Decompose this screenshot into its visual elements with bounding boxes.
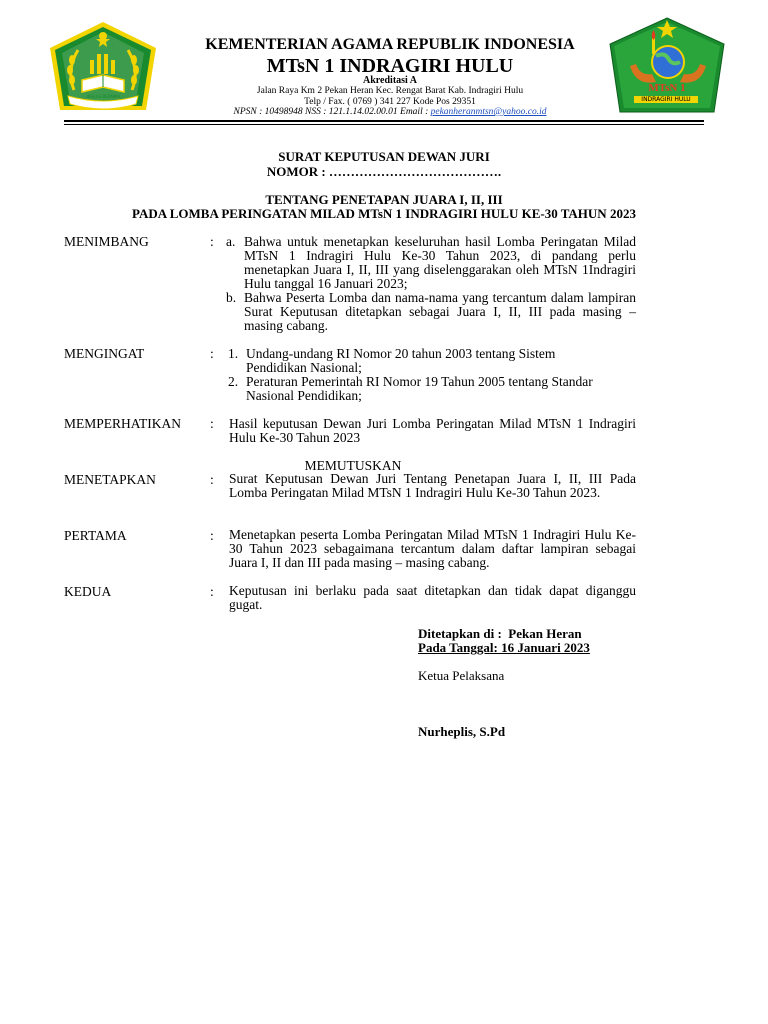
mengingat-label: MENGINGAT — [64, 346, 145, 361]
place-label: Ditetapkan di : — [418, 626, 502, 641]
school-logo-subname: INDRAGIRI HULU — [634, 96, 698, 103]
document-title: SURAT KEPUTUSAN DEWAN JURI — [278, 149, 490, 164]
mengingat-colon: : — [210, 346, 214, 361]
memutuskan-heading: MEMUTUSKAN — [304, 458, 402, 473]
school-phone: Telp / Fax. ( 0769 ) 341 227 Kode Pos 29351 — [304, 97, 476, 107]
kedua-text: Keputusan ini berlaku pada saat ditetapkan dan tidak dapat diganggu gugat. — [229, 583, 636, 612]
npsn-nss: NPSN : 10498948 NSS : 121.1.14.02.00.01 Email : — [233, 107, 431, 117]
menetapkan-label: MENETAPKAN — [64, 472, 156, 487]
signature-role: Ketua Pelaksana — [418, 668, 505, 683]
memperhatikan-label: MEMPERHATIKAN — [64, 416, 182, 431]
signature-date — [418, 640, 590, 656]
menimbang-colon: : — [210, 234, 214, 249]
kemenag-logo — [44, 20, 162, 120]
kemenag-logo-motto: IKHLAS BERAMAL — [86, 94, 122, 99]
accreditation: Akreditasi A — [363, 75, 417, 86]
header-rule-thin — [64, 124, 704, 125]
date-value: : 16 Januari 2023 — [493, 640, 590, 655]
menetapkan-colon: : — [210, 472, 214, 487]
mengingat-2-mark: 2. — [228, 374, 239, 389]
ministry-name: KEMENTERIAN AGAMA REPUBLIK INDONESIA — [205, 36, 575, 53]
memperhatikan-text: Hasil keputusan Dewan Juri Lomba Peringatan Milad MTsN 1 Indragiri Hulu Ke-30 Tahun 2023 — [229, 416, 636, 445]
kedua-label: KEDUA — [64, 584, 112, 599]
pertama-text: Menetapkan peserta Lomba Peringatan Milad MTsN 1 Indragiri Hulu Ke-30 Tahun 2023 sebagaimana tercantum dalam daftar lampiran sebagai Juara I, II dan III pada masing – masing cabang. — [229, 527, 636, 570]
subject-line-2: PADA LOMBA PERINGATAN MILAD MTsN 1 INDRAGIRI HULU KE-30 TAHUN 2023 — [132, 206, 636, 221]
menimbang-a-text: Bahwa untuk menetapkan keseluruhan hasil Lomba Peringatan Milad MTsN 1 Indragiri Hulu Ke-30 Tahun 2023, di pandang perlu menetapkan Juara I, II, III yang diselenggarakan oleh MTsN 1Indragiri Hulu tanggal 16 Januari 2023; — [244, 234, 636, 291]
school-address: Jalan Raya Km 2 Pekan Heran Kec. Rengat Barat Kab. Indragiri Hulu — [256, 86, 524, 96]
menimbang-a-mark: a. — [226, 234, 236, 249]
email-link[interactable]: pekanheranmtsn@yahoo.co.id — [430, 107, 547, 117]
header-rule-thick — [64, 120, 704, 122]
subject-line-1: TENTANG PENETAPAN JUARA I, II, III — [265, 192, 503, 207]
mengingat-1-mark: 1. — [228, 346, 239, 361]
document-number: NOMOR : …………………………………. — [266, 164, 502, 179]
menetapkan-text: Surat Keputusan Dewan Juri Tentang Penetapan Juara I, II, III Pada Lomba Peringatan Milad MTsN 1 Indragiri Hulu Ke-30 Tahun 2023. — [229, 471, 636, 500]
mengingat-2-text: Peraturan Pemerintah RI Nomor 19 Tahun 2005 tentang Standar Nasional Pendidikan; — [246, 374, 593, 403]
pertama-label: PERTAMA — [64, 528, 127, 543]
signature-name: Nurheplis, S.Pd — [418, 724, 506, 739]
school-ids — [150, 107, 630, 117]
menimbang-b-mark: b. — [226, 290, 237, 305]
mengingat-1-text: Undang-undang RI Nomor 20 tahun 2003 tentang Sistem Pendidikan Nasional; — [246, 346, 556, 375]
menimbang-label: MENIMBANG — [64, 234, 149, 249]
kedua-colon: : — [210, 584, 214, 599]
place-value: Pekan Heran — [508, 626, 582, 641]
memperhatikan-colon: : — [210, 416, 214, 431]
menimbang-b-text: Bahwa Peserta Lomba dan nama-nama yang tercantum dalam lampiran Surat Keputusan ditetapkan sebagai Juara I, II, III pada masing – masing cabang. — [244, 290, 636, 333]
school-logo-name: MTsN 1 — [648, 82, 686, 94]
date-label: Pada Tanggal — [418, 640, 494, 655]
school-name: MTsN 1 INDRAGIRI HULU — [266, 55, 514, 77]
pertama-colon: : — [210, 528, 214, 543]
